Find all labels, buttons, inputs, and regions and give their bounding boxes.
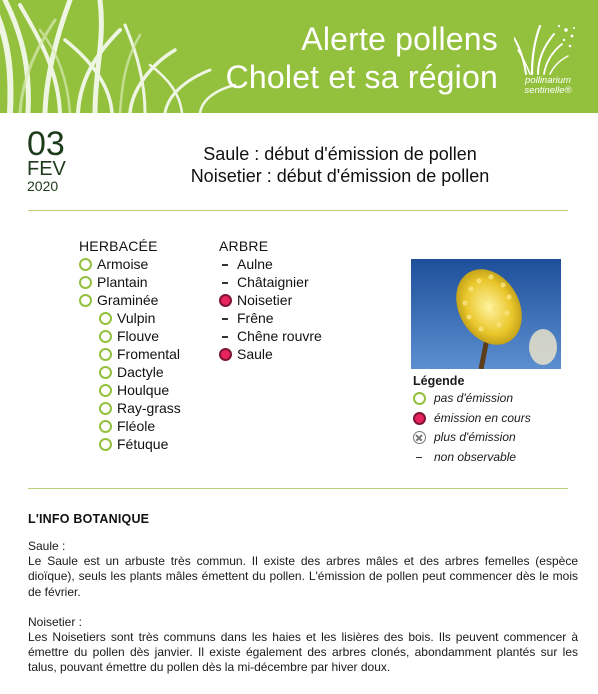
saule-heading: Saule : [28,539,66,553]
headline-line-2: Noisetier : début d'émission de pollen [190,166,490,186]
green-ring-icon [413,392,426,405]
green-ring-icon [99,366,112,379]
green-ring-icon [99,348,112,361]
herbacee-column [79,237,181,453]
legend-label: plus d'émission [434,430,516,444]
arbre-item [219,327,322,345]
green-ring-icon [79,258,92,271]
red-dot-icon [219,294,232,307]
logo-text [512,76,584,96]
herbacee-item [99,327,158,345]
date-day: 03 [27,125,65,163]
noisetier-heading: Noisetier : [28,614,83,629]
logo-grass-icon [514,20,584,76]
arbre-list [219,255,322,363]
title-line-2: Cholet et sa région [225,59,498,95]
plant-label: Noisetier [237,292,293,308]
arbre-item [219,291,293,309]
dash-icon [219,276,232,289]
legend-item-emitting [413,409,583,429]
plant-label: Châtaignier [237,274,309,290]
plant-label: Armoise [97,256,149,272]
green-ring-icon [79,294,92,307]
plant-label: Plantain [97,274,148,290]
red-dot-icon [413,412,426,425]
plant-label: Graminée [97,292,159,308]
plant-label: Chêne rouvre [237,328,322,344]
herbacee-heading: HERBACÉE [79,238,158,254]
herbacee-item [99,381,170,399]
headline [150,143,530,187]
plant-label: Fléole [117,418,156,434]
arbre-heading: ARBRE [219,238,269,254]
green-ring-icon [79,276,92,289]
plant-label: Saule [237,346,273,362]
divider [28,488,568,489]
red-dot-icon [219,348,232,361]
plant-label: Dactyle [117,364,164,380]
info-body [28,539,578,676]
legend-label: émission en cours [434,410,531,425]
page-title [226,20,498,96]
arbre-item [219,345,273,363]
legend-title: Légende [413,374,465,388]
dash-icon [219,312,232,325]
herbacee-item [99,309,158,327]
herbacee-item [99,363,164,381]
spacer [28,600,578,615]
plant-label: Vulpin [117,310,156,326]
herbacee-item [79,255,158,273]
arbre-item [219,273,309,291]
date-year: 2020 [27,178,59,194]
saule-photo [411,259,561,369]
herbacee-item [99,399,181,417]
legend-item-not-observable [413,448,583,468]
arbre-item [219,309,274,327]
plant-label: Frêne [237,310,274,326]
logo-text-line-2: sentinelle® [524,85,572,96]
date-month: FEV [27,158,66,180]
herbacee-item [99,345,181,363]
herbacee-item [99,435,169,453]
dash-icon [413,451,426,464]
headline-line-1: Saule : début d'émission de pollen [203,144,477,164]
legend-label: pas d'émission [434,391,513,405]
herbacee-list [79,255,181,453]
crossed-circle-icon [413,431,426,444]
legend [413,373,583,467]
herbacee-item [99,417,158,435]
herbacee-item [79,273,158,291]
title-line-1: Alerte pollens [301,21,498,57]
legend-label: non observable [434,449,517,464]
info-title: L'INFO BOTANIQUE [28,512,150,526]
plant-label: Ray-grass [117,400,181,416]
arbre-column [219,237,322,363]
divider [28,210,568,211]
pollinarium-logo [512,20,592,110]
green-ring-icon [99,438,112,451]
plant-label: Aulne [237,256,273,272]
green-ring-icon [99,402,112,415]
bulletin-date [27,125,66,194]
plant-label: Houlque [117,382,170,398]
dash-icon [219,330,232,343]
green-ring-icon [99,330,112,343]
noisetier-text: Les Noisetiers sont très communs dans les haies et les lisières des bois. Ils peuvent commencer à émettre du pollen dès janvier. Il existe également des arbres clonés, abondamment plantés sur les talus, pouvant émettre du pollen dès la mi-décembre par hiver doux. [28,630,578,675]
legend-item-no-emission [413,389,583,409]
plant-label: Fétuque [117,436,169,452]
arbre-item [219,255,273,273]
green-ring-icon [99,384,112,397]
legend-item-ended [413,428,583,448]
green-ring-icon [99,312,112,325]
herbacee-item [79,291,158,309]
dash-icon [219,258,232,271]
header-banner [0,0,598,113]
plant-label: Fromental [117,346,181,362]
plant-label: Flouve [117,328,160,344]
green-ring-icon [99,420,112,433]
saule-text: Le Saule est un arbuste très commun. Il existe des arbres mâles et des arbres femelles (espèce dioïque), seuls les plants mâles émettent du pollen. L'émission de pollen peut commencer dès le mois de février. [28,554,578,599]
logo-text-line-1: pollinarium [525,75,571,86]
